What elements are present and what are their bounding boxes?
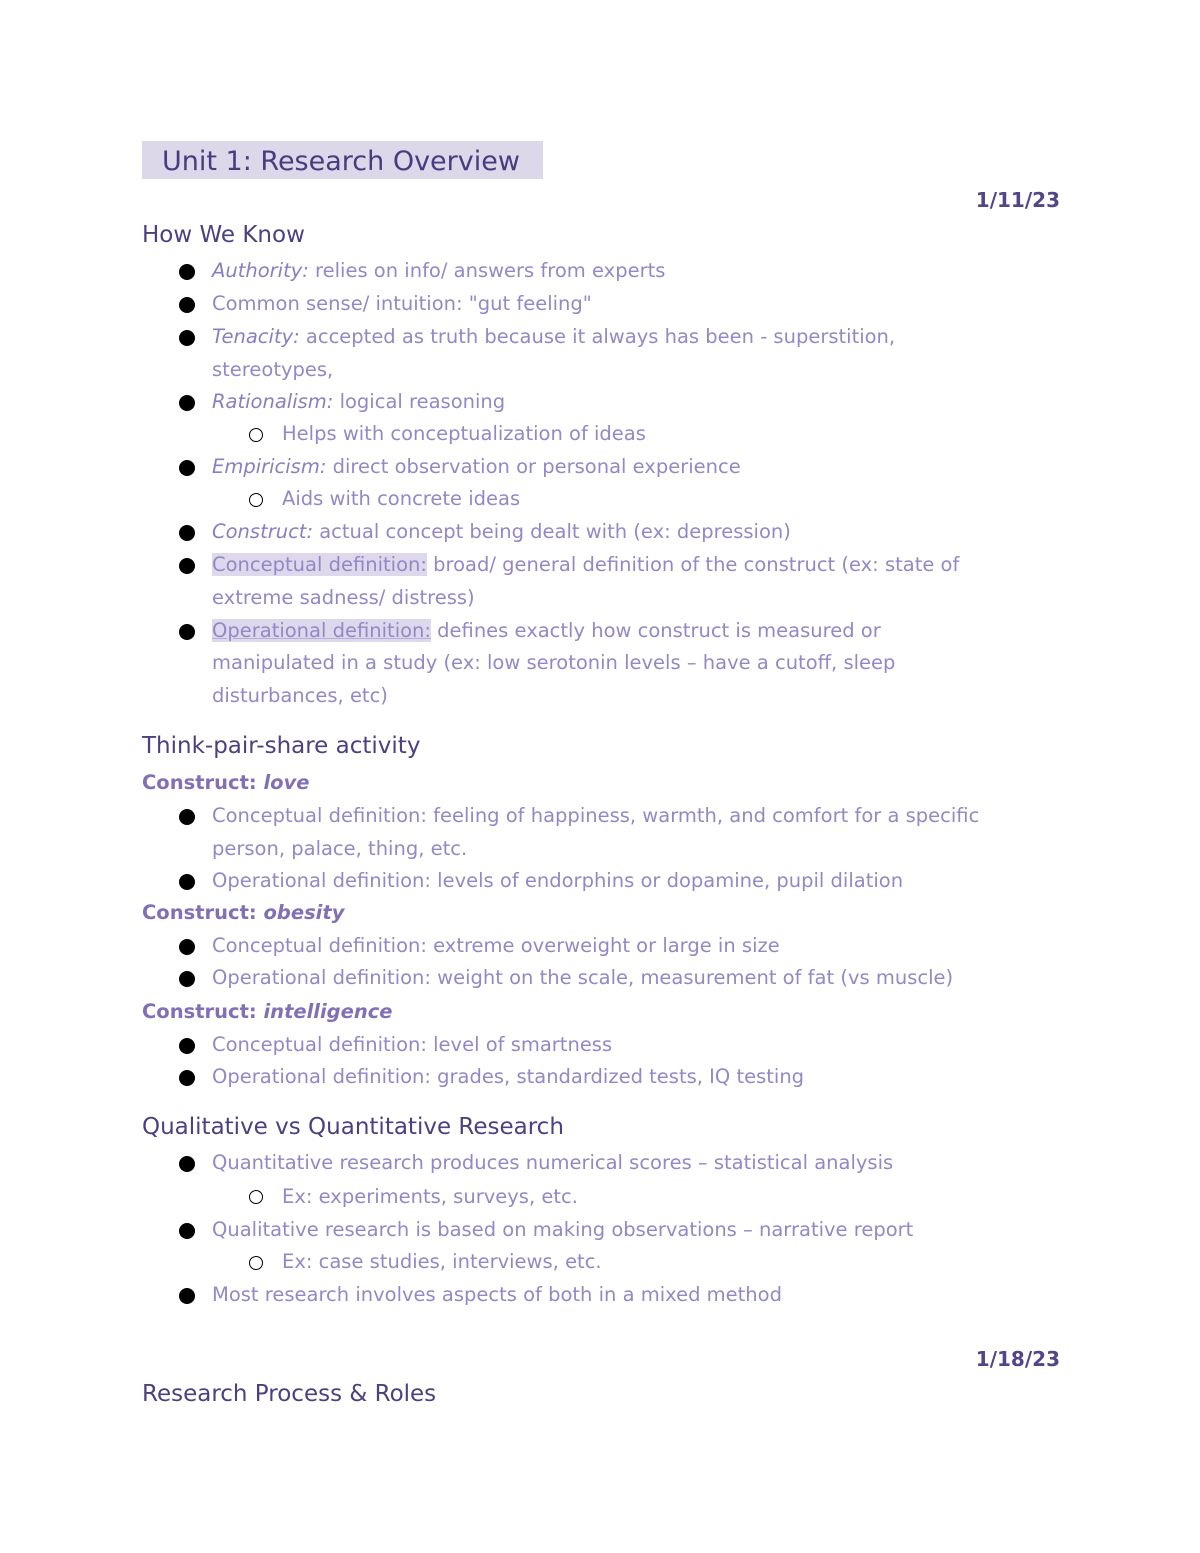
heading-how-we-know: How We Know (142, 222, 305, 248)
list-item-conceptual-cont: extreme sadness/ distress) (212, 586, 475, 609)
intelligence-operational: Operational definition: grades, standardized tests, IQ testing (212, 1065, 805, 1088)
love-conceptual-cont: person, palace, thing, etc. (212, 837, 468, 860)
list-item-quantitative: Quantitative research produces numerical scores – statistical analysis (212, 1151, 894, 1174)
list-item-empiricism: Empiricism: direct observation or personal experience (212, 455, 741, 478)
bullet-icon (179, 460, 195, 476)
list-item-common-sense: Common sense/ intuition: "gut feeling" (212, 292, 592, 315)
bullet-icon (179, 1038, 195, 1054)
sub-bullet-icon (249, 493, 263, 507)
sub-item-empiricism: Aids with concrete ideas (282, 487, 521, 510)
heading-qual-quant: Qualitative vs Quantitative Research (142, 1114, 564, 1140)
bullet-icon (179, 624, 195, 640)
sub-item-quantitative: Ex: experiments, surveys, etc. (282, 1185, 578, 1208)
sub-bullet-icon (249, 1190, 263, 1204)
bullet-icon (179, 395, 195, 411)
heading-think-pair-share: Think-pair-share activity (142, 733, 421, 759)
date-2: 1/18/23 (975, 1347, 1060, 1371)
bullet-icon (179, 1070, 195, 1086)
unit-title: Unit 1: Research Overview (142, 141, 543, 179)
bullet-icon (179, 971, 195, 987)
sub-item-qualitative: Ex: case studies, interviews, etc. (282, 1250, 602, 1273)
list-item-tenacity: Tenacity: accepted as truth because it always has been - superstition, (212, 325, 896, 348)
bullet-icon (179, 297, 195, 313)
bullet-icon (179, 874, 195, 890)
intelligence-conceptual: Conceptual definition: level of smartness (212, 1033, 613, 1056)
list-item-tenacity-cont: stereotypes, (212, 358, 334, 381)
bullet-icon (179, 558, 195, 574)
list-item-authority: Authority: relies on info/ answers from experts (212, 259, 666, 282)
sub-item-rationalism: Helps with conceptualization of ideas (282, 422, 646, 445)
construct-obesity: Construct: obesity (142, 901, 345, 924)
sub-bullet-icon (249, 428, 263, 442)
list-item-construct: Construct: actual concept being dealt with (ex: depression) (212, 520, 791, 543)
heading-research-process: Research Process & Roles (142, 1381, 437, 1407)
date-1: 1/11/23 (975, 188, 1060, 212)
obesity-conceptual: Conceptual definition: extreme overweight or large in size (212, 934, 780, 957)
bullet-icon (179, 1288, 195, 1304)
construct-love: Construct: love (142, 771, 310, 794)
bullet-icon (179, 1223, 195, 1239)
list-item-operational-definition: Operational definition: defines exactly how construct is measured or (212, 619, 881, 642)
construct-intelligence: Construct: intelligence (142, 1000, 393, 1023)
bullet-icon (179, 330, 195, 346)
list-item-qualitative: Qualitative research is based on making observations – narrative report (212, 1218, 914, 1241)
bullet-icon (179, 1156, 195, 1172)
bullet-icon (179, 525, 195, 541)
love-conceptual: Conceptual definition: feeling of happiness, warmth, and comfort for a specific (212, 804, 980, 827)
sub-bullet-icon (249, 1256, 263, 1270)
list-item-conceptual-definition: Conceptual definition: broad/ general definition of the construct (ex: state of (212, 553, 960, 576)
love-operational: Operational definition: levels of endorphins or dopamine, pupil dilation (212, 869, 904, 892)
list-item-mixed: Most research involves aspects of both in a mixed method (212, 1283, 782, 1306)
obesity-operational: Operational definition: weight on the scale, measurement of fat (vs muscle) (212, 966, 954, 989)
list-item-operational-cont1: manipulated in a study (ex: low serotonin levels – have a cutoff, sleep (212, 651, 896, 674)
bullet-icon (179, 809, 195, 825)
bullet-icon (179, 264, 195, 280)
list-item-rationalism: Rationalism: logical reasoning (212, 390, 506, 413)
bullet-icon (179, 939, 195, 955)
list-item-operational-cont2: disturbances, etc) (212, 684, 388, 707)
